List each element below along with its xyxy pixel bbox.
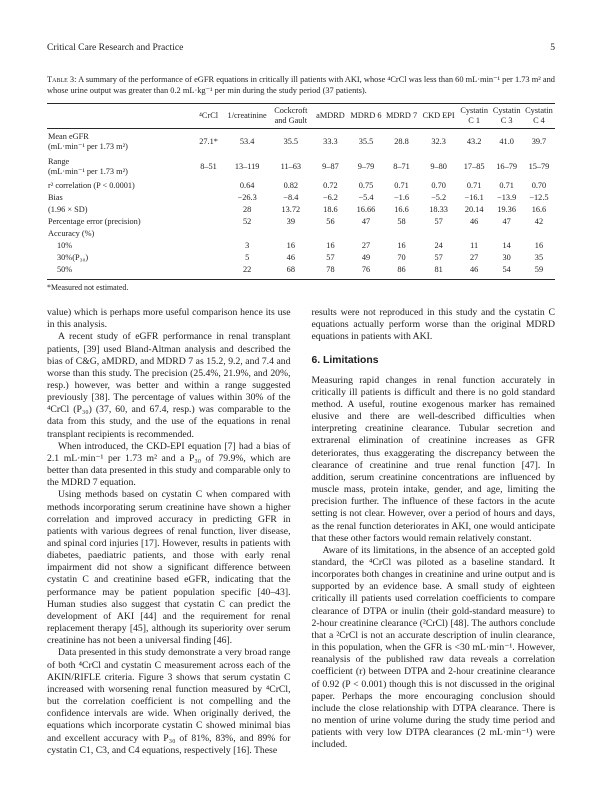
table-caption	[47, 74, 555, 96]
table-cell: 19.36	[497, 204, 516, 214]
table-cell	[192, 240, 226, 252]
performance-table	[47, 103, 555, 280]
paragraph: Data presented in this study demonstrate a very broad range of both ⁴CrCl and cystatin C measurement across each of the AKIN/RIFLE criteria. Figure 3 shows that serum cystatin C increased with worsening renal function measured by ⁴CrCl, but the correlation coefficient is not compelling and the confidence intervals are wide. When originally derived, the equations which incorporate cystatin C showed minimal bias and excellent accuracy with P₃₀ of 81%, 83%, and 89% for cystatin C1, C3, and C4 equations, respectively [16]. These	[47, 647, 291, 756]
table-cell: 81	[434, 265, 443, 275]
table-cell	[192, 228, 226, 240]
table-cell	[192, 204, 226, 216]
table-footnote: *Measured not estimated.	[47, 283, 129, 293]
table-cell: 9–79	[357, 161, 375, 171]
table-cell: 16	[397, 241, 406, 251]
table-cell: 9–87	[322, 161, 339, 171]
table-cell	[523, 228, 555, 240]
table-cell: 18.33	[429, 204, 448, 214]
table-cell: 18.6	[323, 204, 338, 214]
table-cell: 70	[397, 253, 406, 263]
table-cell: 15–79	[528, 161, 550, 171]
table-row	[47, 154, 555, 179]
table-caption-label: Table 3:	[47, 75, 77, 84]
table-cell: 27	[361, 241, 371, 251]
table-row	[47, 216, 555, 228]
table-cell: 27.1*	[199, 136, 218, 146]
row-label: r² correlation (P < 0.0001)	[48, 180, 135, 190]
table-cell	[192, 180, 226, 192]
table-cell: 20.14	[464, 204, 484, 214]
table-header-row	[47, 104, 555, 129]
journal-title: Critical Care Research and Practice	[47, 42, 184, 53]
table-row	[47, 180, 555, 192]
table-header-cell: Cystatin C 3	[490, 104, 523, 129]
table-cell: 0.70	[531, 180, 547, 190]
table-cell: 5	[245, 253, 250, 263]
table-header-cell	[47, 104, 192, 129]
table-cell	[313, 228, 349, 240]
table-cell: 68	[286, 265, 295, 275]
body-text	[47, 307, 555, 757]
table-cell: −16.1	[464, 192, 484, 202]
table-cell: 8–71	[393, 161, 410, 171]
table-cell: 16–79	[496, 161, 518, 171]
table-cell: 8–51	[200, 161, 217, 171]
table-row	[47, 240, 555, 252]
table-cell: 54	[502, 265, 511, 275]
table-cell	[192, 216, 226, 228]
row-label: (1.96 × SD)	[48, 204, 88, 214]
table-cell: 57	[434, 216, 443, 226]
table-cell: 53.4	[239, 136, 255, 146]
table-cell: 0.75	[358, 180, 374, 190]
table-header-cell: Cystatin C 4	[523, 104, 555, 129]
table-cell: 3	[245, 241, 250, 251]
table-cell: −13.9	[497, 192, 517, 202]
table-header-cell: aMDRD	[313, 104, 349, 129]
table-cell: 17–85	[463, 161, 485, 171]
row-label: 50%	[57, 265, 73, 275]
table-row	[47, 129, 555, 155]
table-cell: 16.6	[531, 204, 547, 214]
table-cell	[192, 252, 226, 264]
table-cell: −26.3	[237, 192, 257, 202]
table-cell: −8.4	[283, 192, 299, 202]
table-cell: 47	[361, 216, 371, 226]
table-cell: 0.71	[499, 180, 514, 190]
table-caption-text: A summary of the performance of eGFR equations in critically ill patients with AKI, whose ⁴CrCl was less than 60 mL·min⁻¹ per 1.73 m² and whose urine output was greater than 0.2 mL·kg⁻¹ per min during the study period (37 patients).	[47, 75, 555, 95]
table-cell: 0.70	[431, 180, 446, 190]
table-cell: 0.71	[394, 180, 409, 190]
table-cell: 16.6	[394, 204, 409, 214]
page-number: 5	[550, 42, 555, 53]
table-cell: −1.6	[394, 192, 410, 202]
paragraph: value) which is perhaps more useful comparison hence its use in this analysis.	[47, 307, 291, 331]
table-cell: 42	[534, 216, 544, 226]
table-cell: −5.2	[431, 192, 447, 202]
section-heading-limitations: 6. Limitations	[311, 354, 379, 366]
table-cell	[269, 228, 313, 240]
table-cell: 11	[470, 241, 479, 251]
paragraph: Measuring rapid changes in renal function accurately in critically ill patients is difficult and there is no gold standard method. A useful, routine exogenous marker has remained elusive and there are well-described difficulties when interpreting creatinine clearance. Tubular secretion and extrarenal elimination of creatinine increases as GFR deteriorates, thus exaggerating the discrepancy between the clearance of creatinine and true renal function [47]. In addition, serum creatinine concentrations are influenced by muscle mass, protein intake, gender, and age, limiting the precision further. The influence of these factors in the acute setting is not clear. However, over a period of hours and days, as the renal function deteriorates in AKI, one would anticipate that these other factors would remain relatively constant.	[311, 374, 555, 544]
table-cell: 0.72	[323, 180, 338, 190]
table-cell: 49	[361, 253, 371, 263]
table-cell: 16.66	[356, 204, 376, 214]
table-cell: 13.72	[281, 204, 301, 214]
table-cell: 78	[326, 265, 335, 275]
table-row	[47, 264, 555, 279]
table-cell: −12.5	[529, 192, 549, 202]
row-label: Mean eGFR (mL·min⁻¹ per 1.73 m²)	[48, 131, 128, 151]
table-cell: −5.4	[358, 192, 374, 202]
table-header-cell: ⁴CrCl	[192, 104, 226, 129]
table-row	[47, 204, 555, 216]
table-row	[47, 192, 555, 204]
table-cell: 22	[242, 265, 252, 275]
table-cell: 11–63	[280, 161, 302, 171]
table-cell	[192, 192, 226, 204]
table-cell: 9–80	[430, 161, 447, 171]
table-cell: 58	[397, 216, 406, 226]
table-header-cell: MDRD 7	[384, 104, 420, 129]
table-cell: 56	[326, 216, 335, 226]
table-cell	[348, 228, 384, 240]
row-label: 30%(P₃₀)	[57, 253, 89, 263]
table-cell: 32.3	[431, 136, 446, 146]
table-cell	[225, 228, 269, 240]
table-cell: 0.82	[283, 180, 299, 190]
table-header-cell: MDRD 6	[348, 104, 384, 129]
table-header-cell: Cystatin C 1	[458, 104, 491, 129]
table-cell: 76	[361, 265, 371, 275]
table-cell: 41.0	[499, 136, 514, 146]
paragraph: When introduced, the CKD-EPI equation [7] had a bias of 2.1 mL·min⁻¹ per 1.73 m² and a P₃₀ of 79.9%, which are better than data presented in this study and comparable only to the MDRD 7 equation.	[47, 440, 291, 489]
table-cell: 16	[326, 241, 335, 251]
table-cell	[192, 264, 226, 279]
table-cell: 28.8	[394, 136, 409, 146]
table-cell: 13–119	[234, 161, 260, 171]
paragraph: Aware of its limitations, in the absence of an accepted gold standard, the ⁴CrCl was piloted as a baseline standard. It incorporates both changes in creatinine and urine output and is supported by an evidence base. A small study of eighteen critically ill patients used correlation coefficients to compare clearance of DTPA or inulin (their gold-standard measure) to 2-hour creatinine clearance (²CrCl) [48]. The authors conclude that a ²CrCl is not an accurate description of inulin clearance, in this population, when the GFR is <30 mL·min⁻¹. However, reanalysis of the published raw data reveals a correlation coefficient (r) between DTPA and 2-hour creatinine clearance of 0.92 (P < 0.001) though this is not discussed in the original paper. Perhaps the more encouraging conclusion should include the close relationship with DTPA clearance. There is no mention of urine volume during the study time period and patients with very low DTPA clearances (2 mL·min⁻¹) were included.	[311, 544, 555, 751]
table-header-cell: Cockcroft and Gault	[269, 104, 313, 129]
row-label: Range (mL·min⁻¹ per 1.73 m²)	[48, 156, 128, 177]
table-cell: 46	[286, 253, 295, 263]
row-label: Bias	[48, 192, 63, 202]
table-cell: 59	[534, 265, 544, 275]
right-column	[312, 307, 556, 757]
table-cell	[490, 228, 523, 240]
table-cell: 24	[434, 241, 443, 251]
table-cell: 46	[470, 216, 479, 226]
table-row	[47, 228, 555, 240]
table-row	[47, 252, 555, 264]
table-header-cell: CKD EPI	[419, 104, 458, 129]
row-label: 10%	[57, 241, 73, 251]
table-cell: 16	[534, 241, 544, 251]
table-cell: 0.64	[239, 180, 255, 190]
table-cell: 0.71	[466, 180, 482, 190]
table-cell: 33.3	[323, 136, 338, 146]
table-cell: 47	[502, 216, 511, 226]
table-header-cell: 1/creatinine	[225, 104, 269, 129]
table-cell: 35	[534, 253, 544, 263]
table-cell: 46	[470, 265, 479, 275]
table-cell: 57	[434, 253, 443, 263]
table-cell	[384, 228, 420, 240]
table-cell: 57	[326, 253, 335, 263]
paragraph: Using methods based on cystatin C when compared with methods incorporating serum creatinine have shown a higher correlation and improved accuracy in predicting GFR in patients with various degrees of renal function, liver disease, and spinal cord injuries [17]. However, results in patients with diabetes, paediatric patients, and those with early renal impairment did not show a significant difference between cystatin C and creatinine based eGFR, indicating that the performance may be patient population specific [40–43]. Human studies also suggest that cystatin C can predict the development of AKI [44] and the requirement for renal replacement therapy [45], although its superiority over serum creatinine has not been a universal finding [46].	[47, 489, 291, 647]
table-cell: 14	[502, 241, 511, 251]
table-cell	[419, 228, 458, 240]
table-cell: 86	[397, 265, 406, 275]
table-cell: 39.7	[531, 136, 547, 146]
table-cell: 27	[470, 253, 479, 263]
table-cell: 39	[286, 216, 295, 226]
left-column	[47, 307, 291, 757]
table-cell: 52	[242, 216, 252, 226]
paragraph: A recent study of eGFR performance in renal transplant patients, [39] used Bland-Altman analysis and described the bias of C&G, aMDRD, and MDRD 7 as 15.2, 9.2, and 7.4 and worse than this study. The precision (25.4%, 21.9%, and 20%, resp.) however, was better and within a range suggested previously [38]. The percentage of values within 30% of the ⁴CrCl (P₃₀) (37, 60, and 67.4, resp.) was comparable to the data from this study, and the use of the equations in renal transplant recipients is recommended.	[47, 331, 291, 440]
table-cell: 28	[242, 204, 252, 214]
table-cell: −6.2	[322, 192, 338, 202]
table-cell: 35.5	[358, 136, 374, 146]
table-cell: 43.2	[466, 136, 482, 146]
running-head	[47, 42, 555, 53]
row-label: Accuracy (%)	[48, 229, 95, 239]
row-label: Percentage error (precision)	[48, 216, 141, 226]
table-cell: 35.5	[283, 136, 299, 146]
table-cell	[458, 228, 491, 240]
table-cell: 16	[286, 241, 295, 251]
paragraph: results were not reproduced in this study and the cystatin C equations actually perform worse than the original MDRD equations in patients with AKI.	[311, 307, 555, 343]
table-cell: 30	[502, 253, 511, 263]
